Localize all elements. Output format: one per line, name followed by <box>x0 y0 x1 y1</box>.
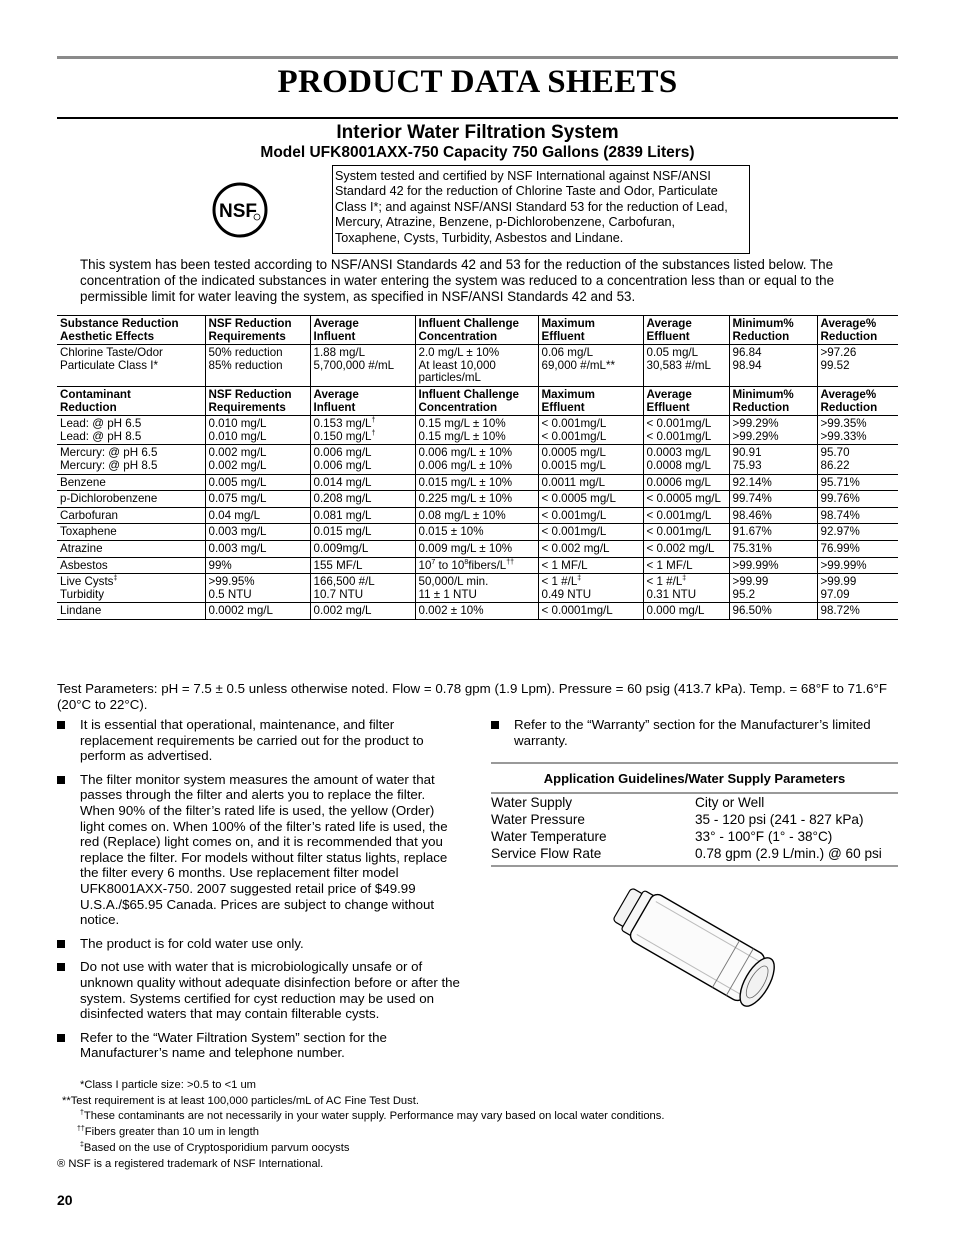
list-item-text: It is essential that operational, maintenance, and filter replacement requirements be carried out for the product to perform as advertised. <box>80 717 424 764</box>
table-cell: 0.006 mg/L 0.006 mg/L <box>310 445 415 474</box>
table-row <box>57 507 898 524</box>
intro-paragraph: This system has been tested according to NSF/ANSI Standards 42 and 53 for the reduction of the substances listed below. The concentration of the indicated substances in water entering the system was reduced to a concentration less than or equal to the permissible limit for water leaving the system, as specified in NSF/ANSI Standards 42 and 53. <box>80 257 835 304</box>
table-cell: p-Dichlorobenzene <box>57 491 205 508</box>
list-item <box>57 717 462 764</box>
subtitle: Interior Water Filtration System <box>336 122 619 143</box>
table-cell: 92.97% <box>817 524 898 541</box>
table-cell: 0.000 mg/L <box>643 603 729 620</box>
table-cell: < 0.0005 mg/L <box>538 491 643 508</box>
table-cell: 0.153 mg/L† 0.150 mg/L† <box>310 416 415 445</box>
table-cell: 2.0 mg/L ± 10% At least 10,000 particles/mL <box>415 345 538 387</box>
guideline-value: 33° - 100°F (1° - 38°C) <box>695 829 833 844</box>
table-cell: 99.74% <box>729 491 817 508</box>
footnote: †These contaminants are not necessarily in your water supply. Performance may vary based on local water conditions. <box>80 1109 665 1123</box>
table-cell: 91.67% <box>729 524 817 541</box>
table-cell: 76.99% <box>817 540 898 557</box>
table-cell: Minimum% Reduction <box>729 316 817 345</box>
table-cell: 96.50% <box>729 603 817 620</box>
table-cell: Live Cysts‡ Turbidity <box>57 574 205 603</box>
bullet-square-icon <box>57 963 65 971</box>
table-cell: NSF Reduction Requirements <box>205 316 310 345</box>
table-header-contaminant <box>57 386 898 415</box>
table-cell: 166,500 #/L 10.7 NTU <box>310 574 415 603</box>
table-cell: 0.003 mg/L <box>205 540 310 557</box>
nsf-logo-icon <box>212 182 268 238</box>
footnote: ® NSF is a registered trademark of NSF International. <box>57 1157 324 1170</box>
table-cell: >97.26 99.52 <box>817 345 898 387</box>
table-cell: 75.31% <box>729 540 817 557</box>
top-rule <box>57 56 898 59</box>
guideline-row <box>491 845 898 862</box>
guideline-row <box>491 828 898 845</box>
table-cell: 0.002 mg/L 0.002 mg/L <box>205 445 310 474</box>
table-cell: 0.015 mg/L <box>310 524 415 541</box>
table-cell: < 0.0001mg/L <box>538 603 643 620</box>
guideline-value: 0.78 gpm (2.9 L/min.) @ 60 psi <box>695 846 882 861</box>
app-guidelines-table <box>491 794 898 867</box>
table-cell: Benzene <box>57 474 205 491</box>
table-cell: < 0.001mg/L < 0.001mg/L <box>538 416 643 445</box>
notes-left <box>57 717 462 1069</box>
table-cell: 155 MF/L <box>310 557 415 574</box>
table-cell: < 1 #/L‡ 0.31 NTU <box>643 574 729 603</box>
table-cell: < 0.002 mg/L <box>538 540 643 557</box>
bullet-square-icon <box>491 721 499 729</box>
table-row <box>57 491 898 508</box>
table-cell: 90.91 75.93 <box>729 445 817 474</box>
table-cell: 98.46% <box>729 507 817 524</box>
page-title: PRODUCT DATA SHEETS <box>277 64 678 100</box>
table-cell: 0.014 mg/L <box>310 474 415 491</box>
guideline-label: Water Temperature <box>491 829 607 844</box>
table-cell: 95.70 86.22 <box>817 445 898 474</box>
list-item <box>57 1030 462 1061</box>
table-cell: 0.0005 mg/L 0.0015 mg/L <box>538 445 643 474</box>
table-cell: < 1 #/L‡ 0.49 NTU <box>538 574 643 603</box>
table-cell: 98.74% <box>817 507 898 524</box>
table-cell: < 0.001mg/L <box>643 507 729 524</box>
table-cell: Average Effluent <box>643 386 729 415</box>
reduction-table <box>57 315 898 620</box>
list-item-text: The filter monitor system measures the amount of water that passes through the filter and alerts you to replace the filter. When 90% of the filter’s rated life is used, the yellow (Order) light comes on. When 100% of the filter’s rated life is used, the red (Replace) light comes on, and it is recommended that you replace the filter. For models without filter status lights, replace the filter every 6 months. Use replacement filter model UFK8001AXX-750. 2007 suggested retail price of $49.99 U.S.A./$65.95 Canada. Prices are subject to change without notice. <box>80 771 448 928</box>
table-cell: 0.005 mg/L <box>205 474 310 491</box>
table-cell: 0.075 mg/L <box>205 491 310 508</box>
table-row <box>57 603 898 620</box>
table-cell: 0.006 mg/L ± 10% 0.006 mg/L ± 10% <box>415 445 538 474</box>
table-cell: Influent Challenge Concentration <box>415 386 538 415</box>
table-cell: 0.04 mg/L <box>205 507 310 524</box>
page-number: 20 <box>57 1192 73 1208</box>
list-item-text: Refer to the “Water Filtration System” section for the Manufacturer’s name and telephone number. <box>80 1029 387 1061</box>
table-cell: 0.0003 mg/L 0.0008 mg/L <box>643 445 729 474</box>
table-cell: 0.06 mg/L 69,000 #/mL** <box>538 345 643 387</box>
table-cell: 99.76% <box>817 491 898 508</box>
table-cell: Average% Reduction <box>817 316 898 345</box>
table-row <box>57 345 898 387</box>
table-cell: Atrazine <box>57 540 205 557</box>
table-row <box>57 524 898 541</box>
table-cell: >99.99% <box>729 557 817 574</box>
list-item <box>57 772 462 928</box>
table-cell: Average Effluent <box>643 316 729 345</box>
guideline-value: City or Well <box>695 795 765 810</box>
table-cell: Toxaphene <box>57 524 205 541</box>
table-cell: 96.84 98.94 <box>729 345 817 387</box>
table-cell: $10^7$ to $10^8fibers/L^{\dagger\dagger}$ <box>415 557 538 574</box>
list-item <box>57 959 462 1021</box>
table-cell: 0.015 mg/L ± 10% <box>415 474 538 491</box>
table-cell: 0.002 mg/L <box>310 603 415 620</box>
water-filter-cartridge-icon <box>608 878 793 1020</box>
table-row <box>57 557 898 574</box>
list-item-text: The product is for cold water use only. <box>80 935 304 951</box>
table-cell: < 0.002 mg/L <box>643 540 729 557</box>
list-item <box>57 936 462 952</box>
table-cell: 92.14% <box>729 474 817 491</box>
bullet-square-icon <box>57 721 65 729</box>
footnotes <box>57 1078 897 1172</box>
table-cell: 0.0011 mg/L <box>538 474 643 491</box>
table-cell: Lindane <box>57 603 205 620</box>
guideline-label: Service Flow Rate <box>491 846 602 861</box>
table-cell: 99% <box>205 557 310 574</box>
table-cell: Carbofuran <box>57 507 205 524</box>
table-cell: Contaminant Reduction <box>57 386 205 415</box>
table-cell: < 1 MF/L <box>643 557 729 574</box>
table-cell: Maximum Effluent <box>538 386 643 415</box>
table-cell: Influent Challenge Concentration <box>415 316 538 345</box>
nsf-logo-text: NSF <box>219 201 257 222</box>
list-item-text: Refer to the “Warranty” section for the Manufacturer’s limited warranty. <box>514 717 871 748</box>
list-item <box>491 717 898 748</box>
table-cell: Asbestos <box>57 557 205 574</box>
table-cell: 0.0006 mg/L <box>643 474 729 491</box>
table-cell: Minimum% Reduction <box>729 386 817 415</box>
table-cell: 0.002 ± 10% <box>415 603 538 620</box>
bullet-square-icon <box>57 940 65 948</box>
table-cell: 50% reduction 85% reduction <box>205 345 310 387</box>
table-cell: NSF Reduction Requirements <box>205 386 310 415</box>
footnote: *Class I particle size: >0.5 to <1 um <box>80 1079 256 1091</box>
bullet-square-icon <box>57 1034 65 1042</box>
footnote: **Test requirement is at least 100,000 particles/mL of AC Fine Test Dust. <box>62 1094 419 1107</box>
table-row <box>57 574 898 603</box>
table-cell: >99.35% >99.33% <box>817 416 898 445</box>
table-cell: Chlorine Taste/Odor Particulate Class I* <box>57 345 205 387</box>
table-cell: 0.081 mg/L <box>310 507 415 524</box>
certification-box: System tested and certified by NSF International against NSF/ANSI Standard 42 for the reduction of Chlorine Taste and Odor, Particulate Class I*; and against NSF/ANSI Standard 53 for the reduction of Lead, Mercury, Atrazine, Benzene, p-Dichlorobenzene, Carbofuran, Toxaphene, Cysts, Turbidity, Asbestos and Lindane. <box>332 165 750 254</box>
table-cell: 0.15 mg/L ± 10% 0.15 mg/L ± 10% <box>415 416 538 445</box>
table-cell: >99.95% 0.5 NTU <box>205 574 310 603</box>
list-item-text: Do not use with water that is microbiologically unsafe or of unknown quality without adequate disinfection before or after the system. Systems certified for cyst reduction may be used on disinfected waters that may contain filterable cysts. <box>80 959 460 1022</box>
table-row <box>57 445 898 474</box>
table-cell: < 0.001mg/L <box>538 524 643 541</box>
guideline-row <box>491 811 898 828</box>
table-cell: >99.99 97.09 <box>817 574 898 603</box>
table-cell: Average Influent <box>310 316 415 345</box>
table-cell: < 0.001mg/L < 0.001mg/L <box>643 416 729 445</box>
table-cell: 0.08 mg/L ± 10% <box>415 507 538 524</box>
table-cell: 50,000/L min. 11 ± 1 NTU <box>415 574 538 603</box>
table-cell: 0.009 mg/L ± 10% <box>415 540 538 557</box>
table-header-aesthetic <box>57 316 898 345</box>
bullet-square-icon <box>57 776 65 784</box>
guideline-value: 35 - 120 psi (241 - 827 kPa) <box>695 812 864 827</box>
test-parameters: Test Parameters: pH = 7.5 ± 0.5 unless otherwise noted. Flow = 0.78 gpm (1.9 Lpm). Pressure = 60 psig (413.7 kPa). Temp. = 68°F to 71.6°F (20°C to 22°C). <box>57 681 887 712</box>
table-cell: 0.0002 mg/L <box>205 603 310 620</box>
table-cell: Substance Reduction Aesthetic Effects <box>57 316 205 345</box>
table-cell: >99.29% >99.29% <box>729 416 817 445</box>
guideline-label: Water Supply <box>491 795 573 810</box>
guideline-row <box>491 794 898 811</box>
table-cell: 95.71% <box>817 474 898 491</box>
footnote: ‡Based on the use of Cryptosporidium parvum oocysts <box>80 1141 350 1154</box>
table-cell: >99.99 95.2 <box>729 574 817 603</box>
table-cell: < 0.001mg/L <box>643 524 729 541</box>
table-cell: 0.003 mg/L <box>205 524 310 541</box>
table-cell: < 0.0005 mg/L <box>643 491 729 508</box>
table-row <box>57 474 898 491</box>
model-line: Model UFK8001AXX-750 Capacity 750 Gallons (2839 Liters) <box>260 144 695 161</box>
table-cell: < 1 MF/L <box>538 557 643 574</box>
notes-right <box>491 717 898 756</box>
table-cell: Maximum Effluent <box>538 316 643 345</box>
table-cell: < 0.001mg/L <box>538 507 643 524</box>
table-cell: 0.05 mg/L 30,583 #/mL <box>643 345 729 387</box>
title-rule <box>57 117 898 119</box>
table-cell: >99.99% <box>817 557 898 574</box>
table-cell: 0.015 ± 10% <box>415 524 538 541</box>
table-cell: 98.72% <box>817 603 898 620</box>
app-guidelines-title: Application Guidelines/Water Supply Parameters <box>491 762 898 794</box>
table-cell: Average Influent <box>310 386 415 415</box>
table-cell: 1.88 mg/L 5,700,000 #/mL <box>310 345 415 387</box>
footnote: ††Fibers greater than 10 um in length <box>77 1125 259 1139</box>
table-cell: 0.208 mg/L <box>310 491 415 508</box>
table-row <box>57 540 898 557</box>
table-cell: 0.225 mg/L ± 10% <box>415 491 538 508</box>
table-cell: Lead: @ pH 6.5 Lead: @ pH 8.5 <box>57 416 205 445</box>
table-cell: Average% Reduction <box>817 386 898 415</box>
table-cell: Mercury: @ pH 6.5 Mercury: @ pH 8.5 <box>57 445 205 474</box>
table-cell: 0.010 mg/L 0.010 mg/L <box>205 416 310 445</box>
table-cell: 0.009mg/L <box>310 540 415 557</box>
guideline-label: Water Pressure <box>491 812 585 827</box>
table-row <box>57 416 898 445</box>
